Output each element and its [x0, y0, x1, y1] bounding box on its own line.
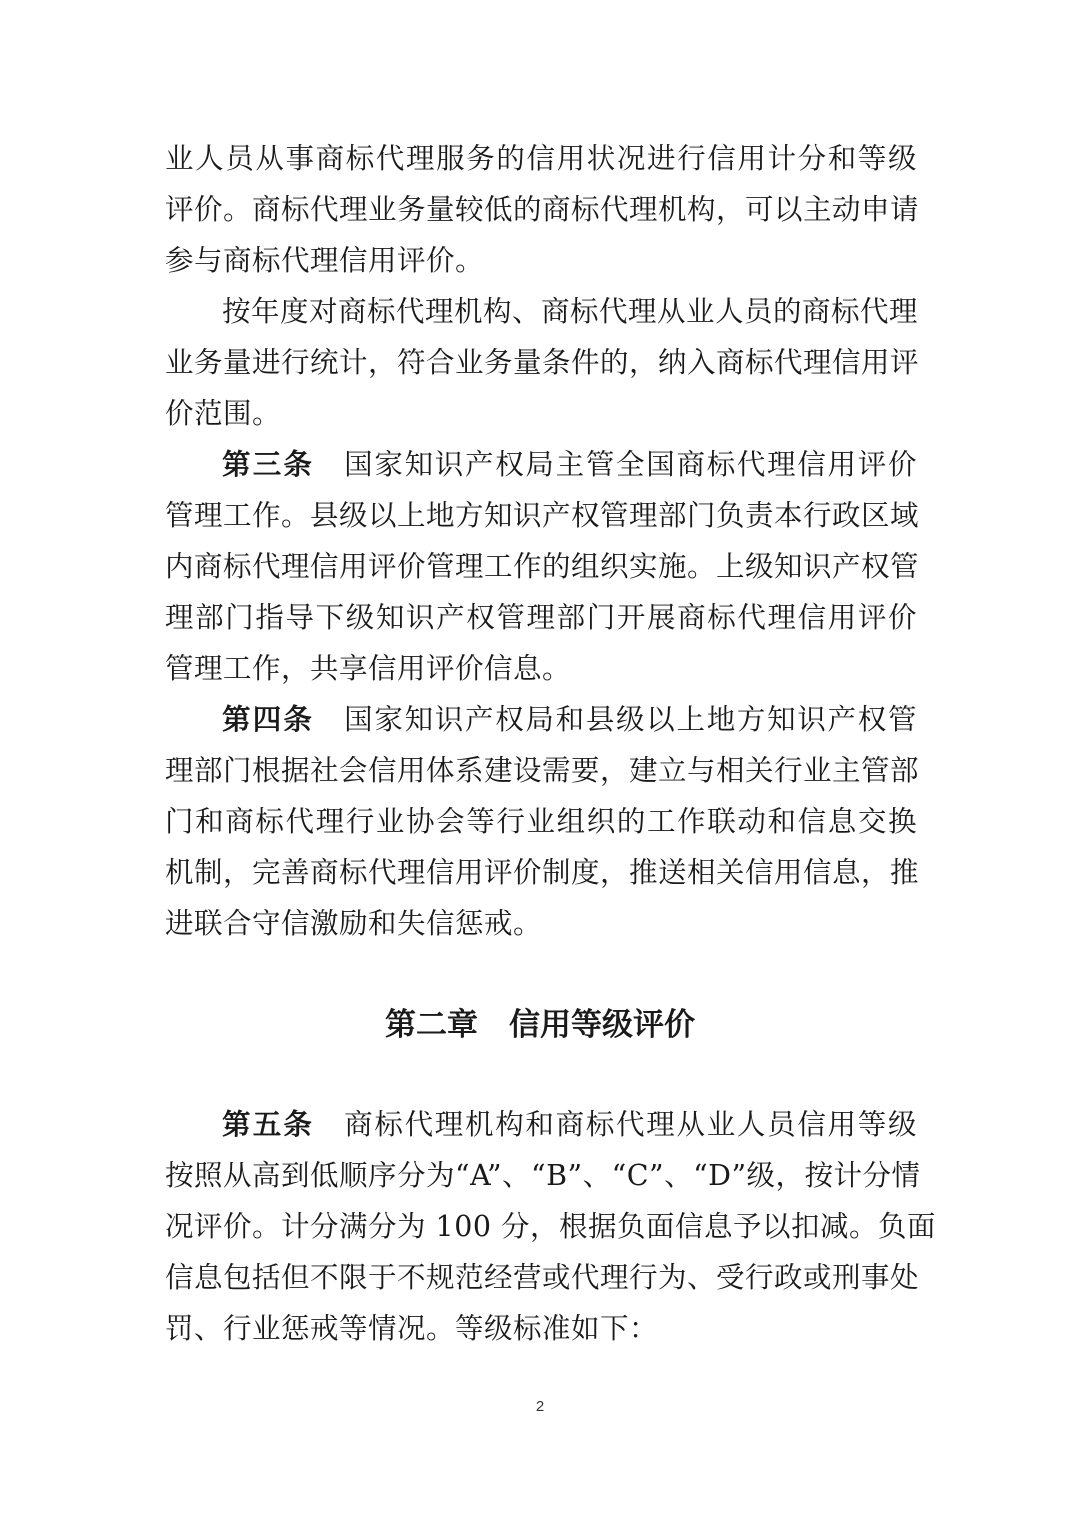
text-line: 价范围。 — [165, 397, 282, 430]
article-4-first-line — [165, 694, 917, 745]
chapter-heading: 第二章 信用等级评价 — [385, 1007, 695, 1043]
article-3-first-line — [165, 439, 917, 490]
text-line: 况评价。计分满分为 100 分，根据负面信息予以扣减。负面 — [165, 1210, 937, 1243]
text-line: 业人员从事商标代理服务的信用状况进行信用计分和等级 — [165, 142, 917, 175]
text-line: 管理工作，共享信用评价信息。 — [165, 652, 572, 685]
text-line: 罚、行业惩戒等情况。等级标准如下： — [165, 1312, 659, 1345]
text-line: 国家知识产权局和县级以上地方知识产权管 — [344, 703, 917, 736]
text-line: 机制，完善商标代理信用评价制度，推送相关信用信息，推 — [165, 856, 920, 889]
article-5-label: 第五条 — [222, 1108, 315, 1141]
body-text-block — [165, 133, 920, 949]
text-line: 评价。商标代理业务量较低的商标代理机构，可以主动申请 — [165, 193, 920, 226]
article-5-first-line — [165, 1099, 917, 1150]
text-line: 管理工作。县级以上地方知识产权管理部门负责本行政区域 — [165, 499, 920, 532]
text-line: 理部门指导下级知识产权管理部门开展商标代理信用评价 — [165, 601, 917, 634]
text-line: 按照从高到低顺序分为“A”、“B”、“C”、“D”级，按计分情 — [165, 1159, 921, 1192]
article-4-label: 第四条 — [222, 703, 315, 736]
text-line: 内商标代理信用评价管理工作的组织实施。上级知识产权管 — [165, 550, 920, 583]
text-line: 信息包括但不限于不规范经营或代理行为、受行政或刑事处 — [165, 1261, 920, 1294]
text-line: 进联合守信激励和失信惩戒。 — [165, 907, 543, 940]
article-5-block — [165, 1099, 937, 1354]
article-3-label: 第三条 — [222, 448, 315, 481]
text-line: 国家知识产权局主管全国商标代理信用评价 — [344, 448, 917, 481]
text-line: 按年度对商标代理机构、商标代理从业人员的商标代理 — [222, 295, 919, 328]
page-number: 2 — [535, 1398, 545, 1415]
text-line: 参与商标代理信用评价。 — [165, 244, 485, 277]
text-line: 商标代理机构和商标代理从业人员信用等级 — [344, 1108, 917, 1141]
text-line: 门和商标代理行业协会等行业组织的工作联动和信息交换 — [165, 805, 917, 838]
text-line: 理部门根据社会信用体系建设需要，建立与相关行业主管部 — [165, 754, 920, 787]
text-line: 业务量进行统计，符合业务量条件的，纳入商标代理信用评 — [165, 346, 920, 379]
